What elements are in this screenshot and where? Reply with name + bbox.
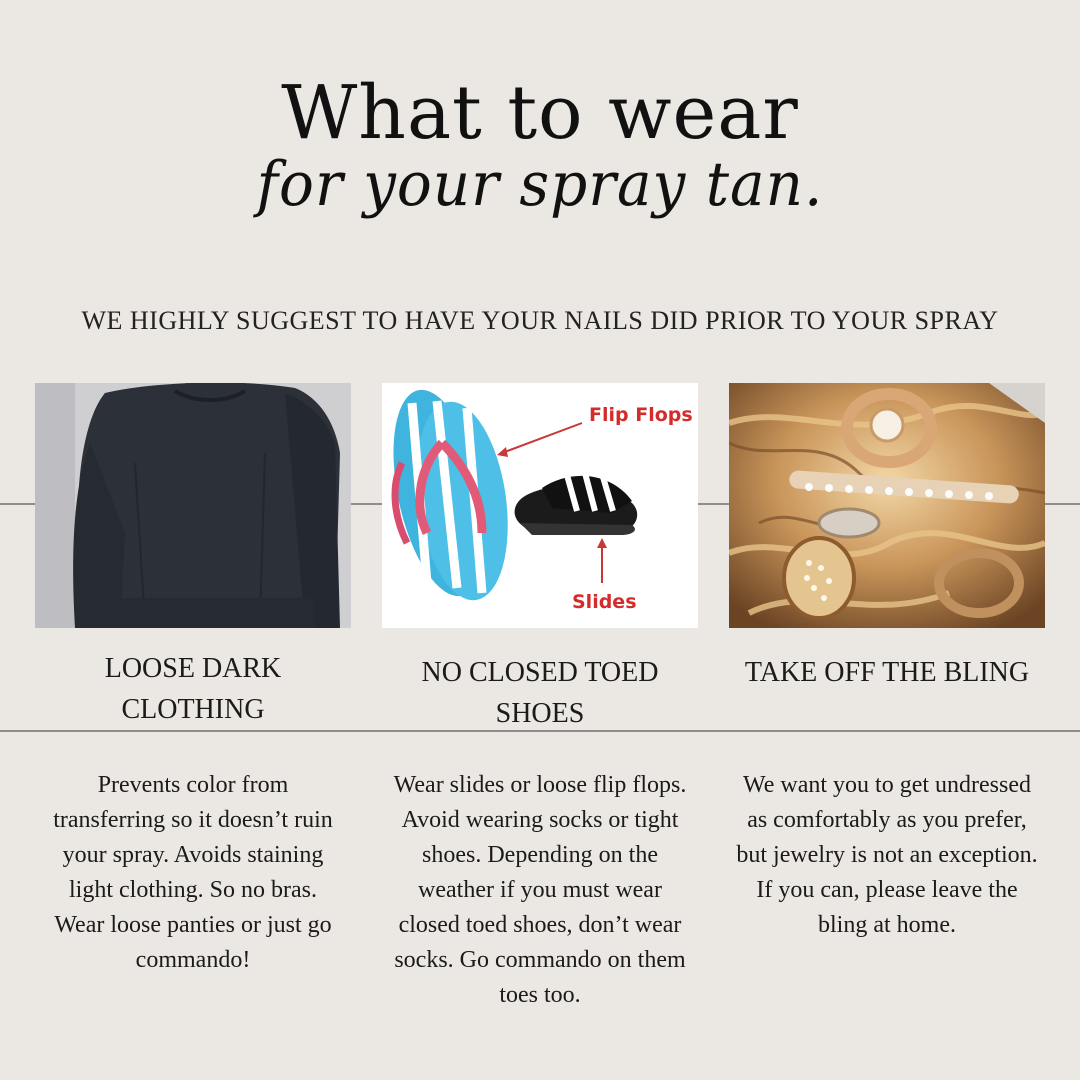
heading-no-closed-toed-shoes: NO CLOSED TOED SHOES [421, 657, 659, 729]
heading-loose-dark-clothing: LOOSE DARK CLOTHING [104, 653, 282, 725]
heading-take-off-the-bling: TAKE OFF THE BLING [744, 657, 1030, 688]
page-subtitle: for your spray tan. [256, 148, 824, 220]
slides-label: Slides [572, 591, 637, 613]
body-no-closed-toed-shoes: Wear slides or loose flip flops. Avoid wearing socks or tight shoes. Depending on the weather if you must wear closed toed shoes, don’t wear socks. Go commando on them toes too. [393, 772, 687, 1008]
footwear-image [382, 383, 698, 628]
page-title: What to wear [281, 70, 799, 156]
body-take-off-the-bling: We want you to get undressed as comfortably as you prefer, but jewelry is not an exception. If you can, please leave the bling at home. [736, 772, 1038, 938]
jewelry-image [729, 383, 1045, 628]
flip-flops-label: Flip Flops [589, 404, 693, 426]
nails-banner: WE HIGHLY SUGGEST TO HAVE YOUR NAILS DID PRIOR TO YOUR SPRAY [81, 306, 999, 335]
sweatshirt-image [35, 383, 351, 628]
body-loose-dark-clothing: Prevents color from transferring so it doesn’t ruin your spray. Avoids staining light clothing. So no bras. Wear loose panties or just go commando! [53, 772, 333, 973]
